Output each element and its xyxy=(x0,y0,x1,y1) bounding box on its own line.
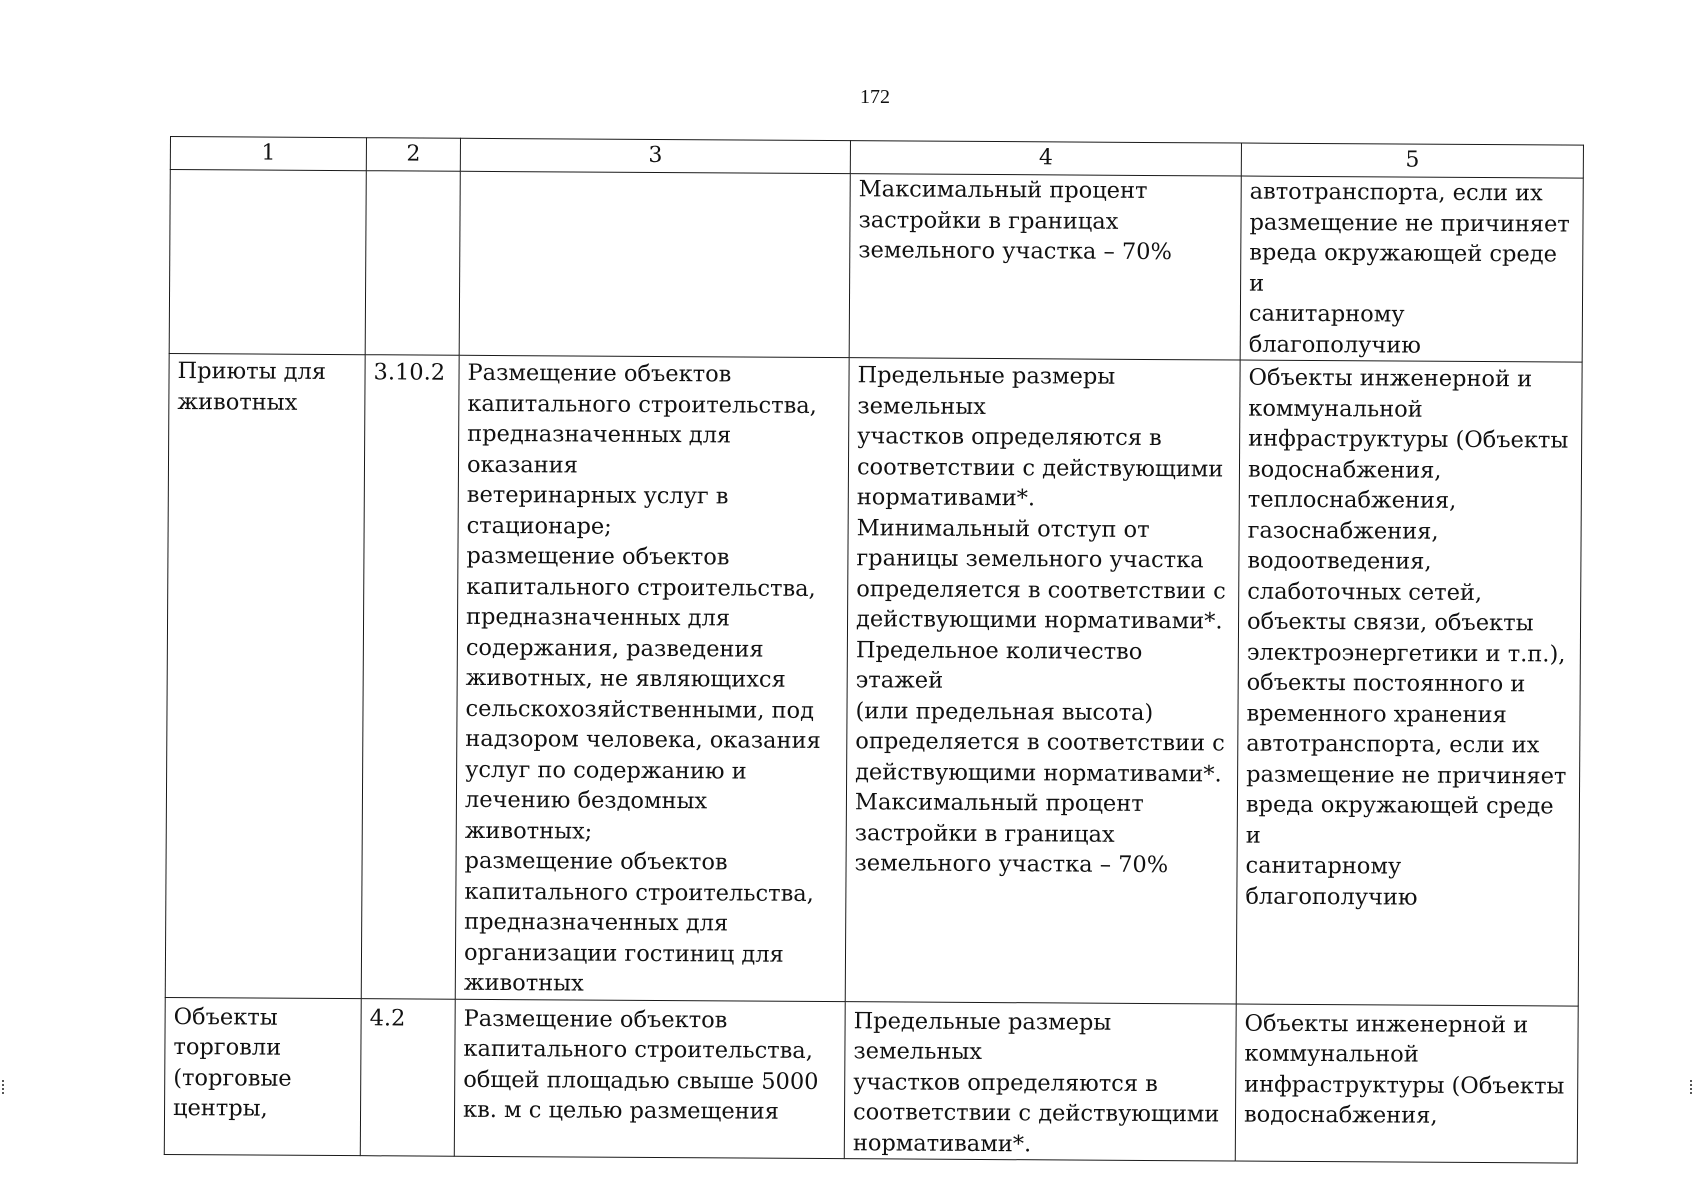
table-row-continuation xyxy=(169,170,1583,363)
scan-edge-mark-left xyxy=(2,1080,8,1094)
cell-auxiliary-uses: Объекты инженерной и коммунальной инфраструктуры (Объекты водоснабжения, теплоснабжения, газоснабжения, водоотведения, слаботочных сетей, объекты связи, объекты электроэнергетики и т.п.), объекты постоянного и временного хранения автотранспорта, если их размещение не причиняет вреда окружающей среде и санитарному благополучию xyxy=(1236,360,1582,1006)
cell-use-description xyxy=(459,171,850,357)
column-header-3: 3 xyxy=(460,138,850,173)
table-row-animal-shelters xyxy=(165,353,1582,1005)
cell-auxiliary-uses: Объекты инженерной и коммунальной инфраструктуры (Объекты водоснабжения, xyxy=(1235,1004,1578,1164)
cell-use-name: Объекты торговли (торговые центры, xyxy=(164,997,361,1156)
cell-parameters: Предельные размеры земельных участков определяются в соответствии с действующими нормативами*. Минимальный отступ от границы земельного участка определяется в соответствии с действующими нормативами*. Предельное количество этажей (или предельная высота) определяется в соответствии с действующими нормативами*. Максимальный процент застройки в границах земельного участка – 70% xyxy=(845,358,1240,1004)
cell-use-code: 4.2 xyxy=(360,998,455,1156)
column-header-2: 2 xyxy=(366,138,460,172)
cell-use-code xyxy=(365,171,460,356)
page-number: 172 xyxy=(860,86,890,108)
cell-use-name: Приюты для животных xyxy=(165,353,365,998)
cell-auxiliary-uses: автотранспорта, если их размещение не причиняет вреда окружающей среде и санитарному благополучию xyxy=(1240,176,1583,362)
cell-use-description: Размещение объектов капитального строительства, общей площадью свыше 5000 кв. м с целью размещения xyxy=(454,999,845,1159)
table-row-trade-objects xyxy=(164,997,1578,1163)
land-use-table-wrapper xyxy=(164,136,1583,1164)
column-header-4: 4 xyxy=(850,141,1241,176)
cell-use-name xyxy=(169,170,366,355)
cell-use-code: 3.10.2 xyxy=(361,355,459,999)
land-use-table xyxy=(164,136,1584,1164)
column-header-5: 5 xyxy=(1241,143,1583,178)
cell-parameters: Максимальный процент застройки в границах земельного участка – 70% xyxy=(849,174,1241,360)
column-header-1: 1 xyxy=(170,137,366,171)
scan-edge-mark-right xyxy=(1690,1080,1696,1094)
cell-use-description: Размещение объектов капитального строительства, предназначенных для оказания ветеринарных услуг в стационаре; размещение объектов капитального строительства, предназначенных для содержания, разведения животных, не являющихся сельскохозяйственными, под надзором человека, оказания услуг по содержанию и лечению бездомных животных; размещение объектов капитального строительства, предназначенных для организации гостиниц для животных xyxy=(455,355,849,1001)
cell-parameters: Предельные размеры земельных участков определяются в соответствии с действующими нормативами*. xyxy=(844,1001,1236,1161)
